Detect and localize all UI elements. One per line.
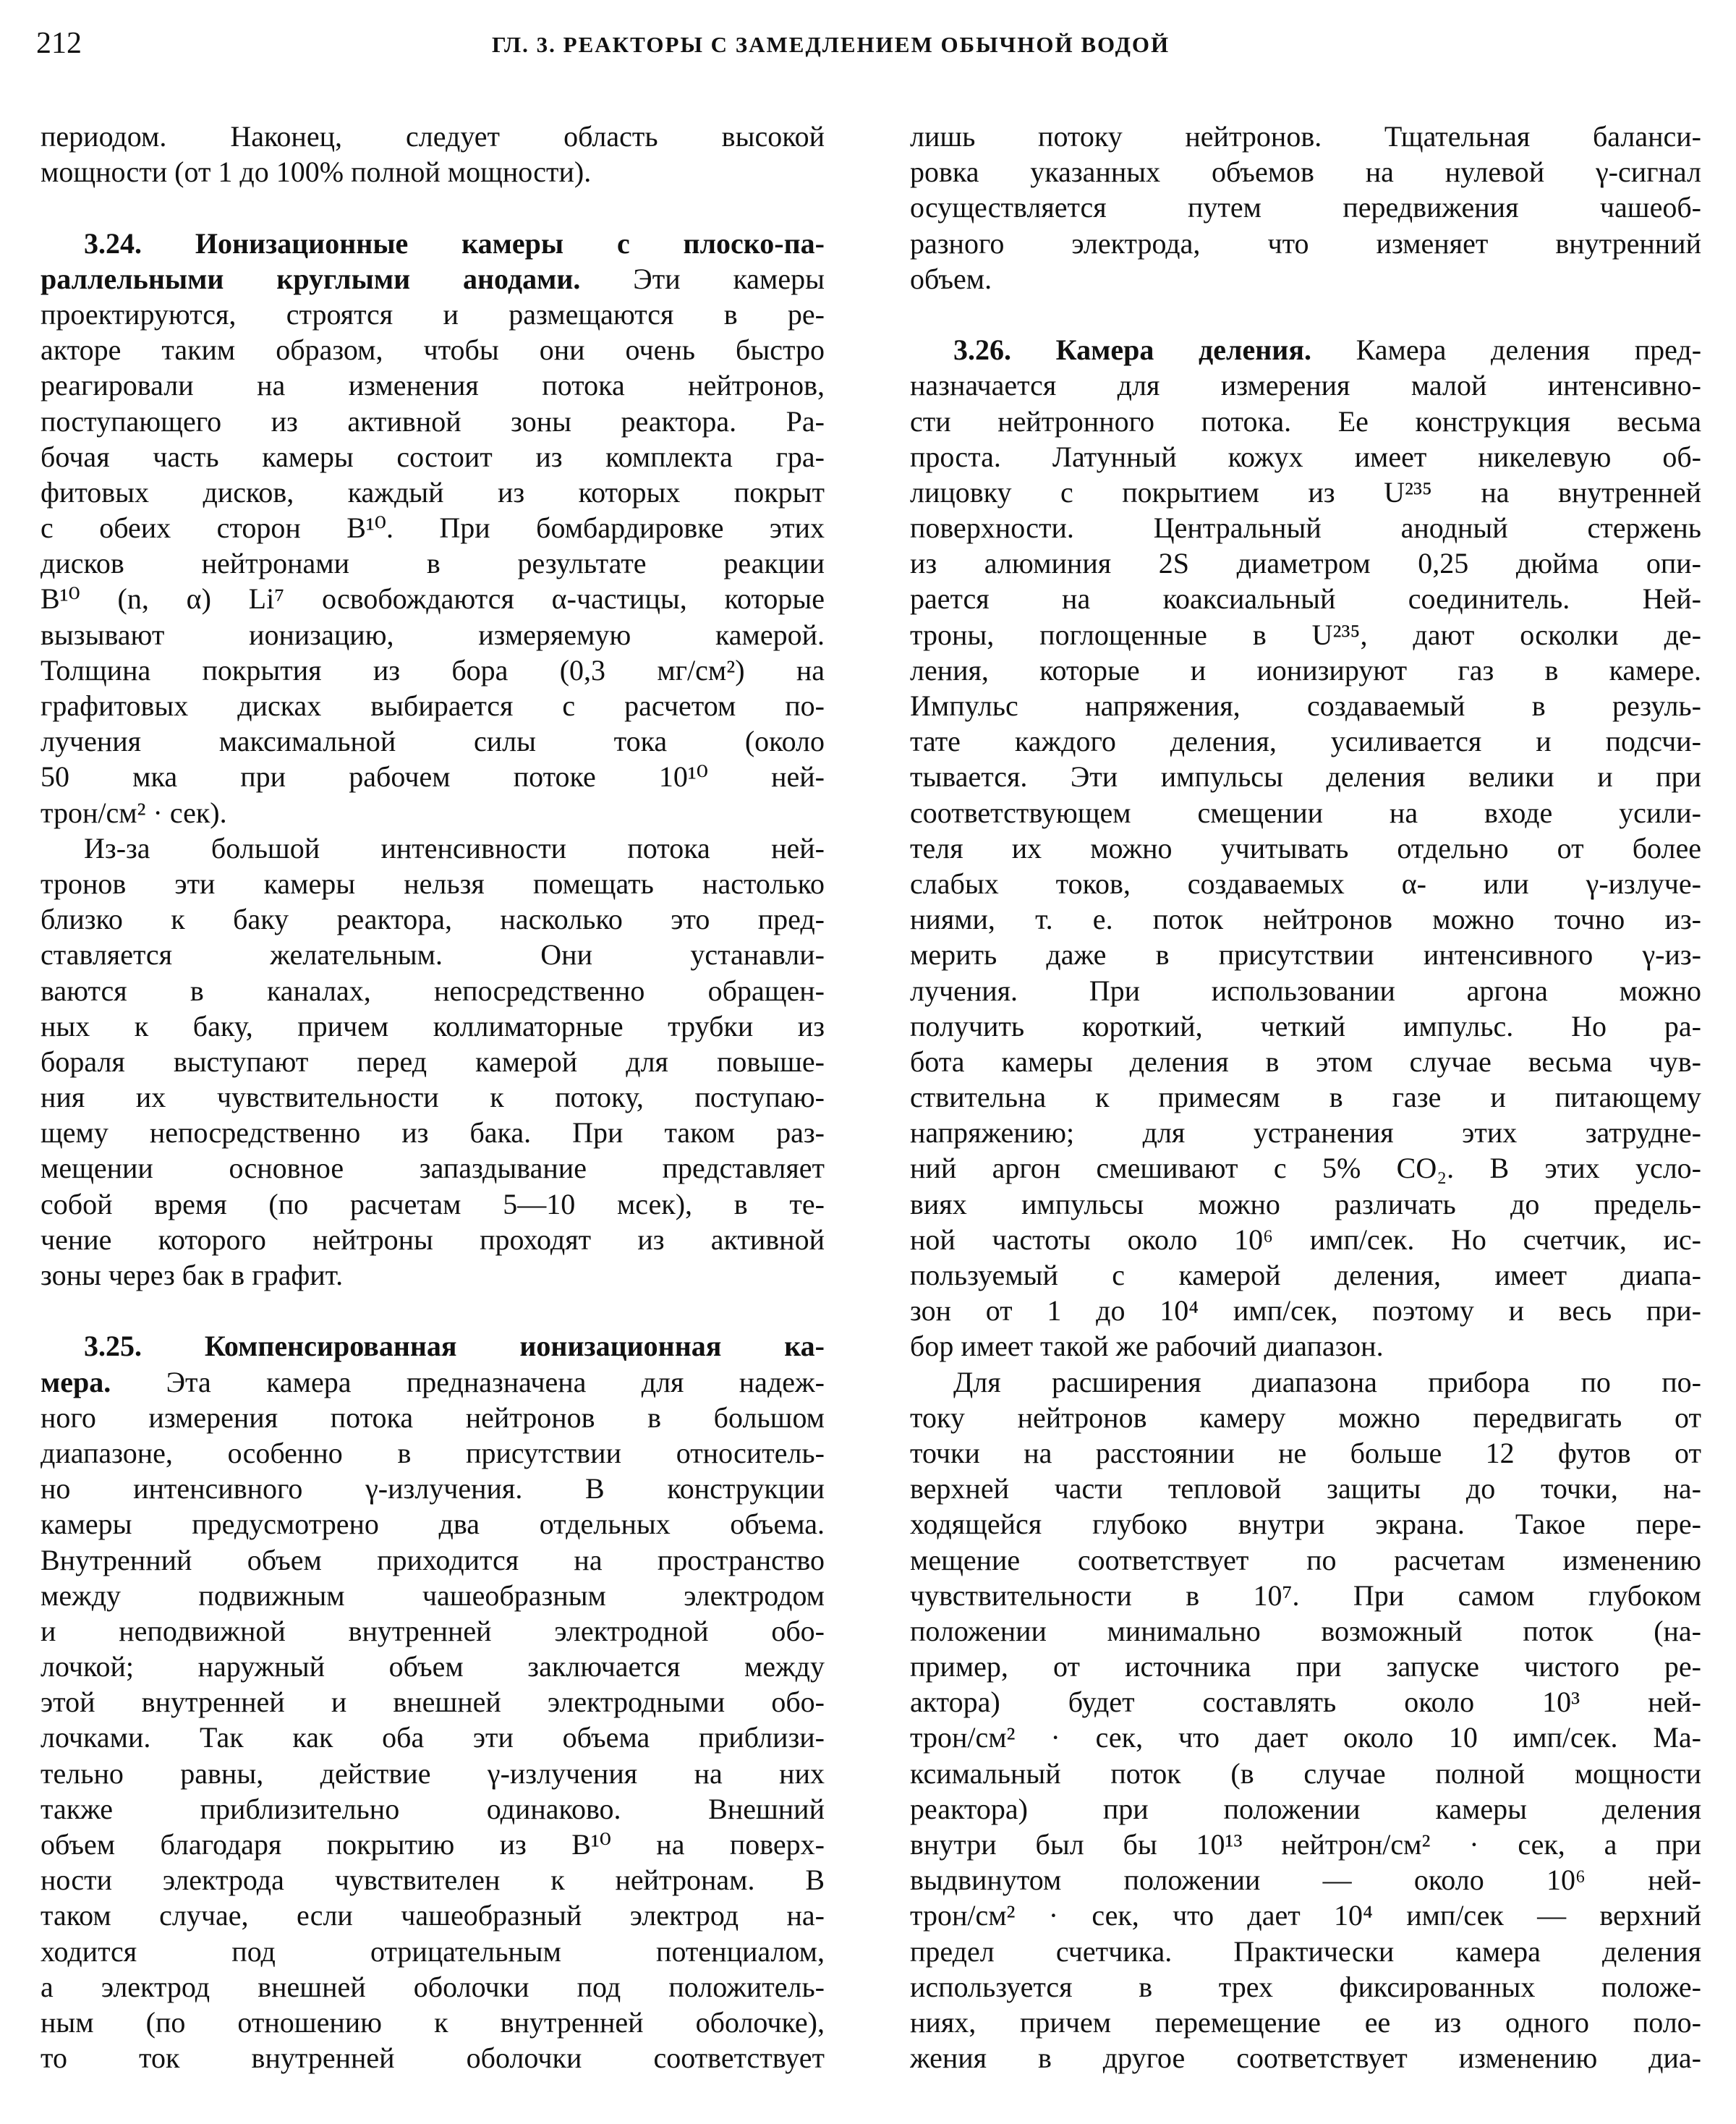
line-text: трон/см² · сек, что дает около 10 имп/сек. Ма- [910,1721,1701,1754]
text-line [910,795,1701,831]
line-text: лишь потоку нейтронов. Тщательная баланси- [910,120,1701,153]
text-line [910,1044,1701,1079]
line-text: лицовку с покрытием из U²³⁵ на внутренней [910,475,1701,509]
line-text: актора) будет составлять около 10³ ней- [910,1686,1701,1719]
section-heading: 3.26. Камера деления. [953,334,1311,367]
line-text: тывается. Эти импульсы деления велики и при [910,760,1701,794]
text-line [41,581,825,616]
text-line [910,1898,1701,1933]
line-text: а электрод внешней оболочки под положитель- [41,1970,825,2003]
line-text: то ток внутренней оболочки соответствует [41,2042,825,2075]
line-text: разного электрода, что изменяет внутренний [910,226,1701,260]
line-text: B¹⁰ (n, α) Li⁷ освобождаются α-частицы, которые [41,582,825,616]
line-text: диапазоне, особенно в присутствии относитель- [41,1436,825,1469]
line-text: ний аргон смешивают с 5% CO₂. В этих усло- [910,1152,1701,1185]
text-line [910,1257,1701,1293]
text-line [910,226,1701,261]
line-text: Внутренний объем приходится на пространство [41,1543,825,1576]
text-line [41,795,825,831]
line-text: фитовых дисков, каждый из которых покрыт [41,475,825,509]
text-line [910,545,1701,581]
line-text: ного измерения потока нейтронов в большом [41,1401,825,1434]
text-line [41,866,825,901]
line-text: внутри был бы 10¹³ нейтрон/см² · сек, а при [910,1828,1701,1861]
line-text: дисков нейтронами в результате реакции [41,547,825,580]
line-text: бораля выступают перед камерой для повыше- [41,1045,825,1078]
text-line [910,1115,1701,1150]
text-line [910,1186,1701,1222]
line-text: теля их можно учитывать отдельно от более [910,831,1701,865]
text-line [41,1008,825,1044]
running-head: ГЛ. 3. РЕАКТОРЫ С ЗАМЕДЛЕНИЕМ ОБЫЧНОЙ ВОДОЙ [492,32,1170,57]
section-heading: мера. [41,1365,111,1398]
line-text: этой внутренней и внешней электродными обо- [41,1686,825,1719]
right-column [910,119,1701,2076]
text-line [41,545,825,581]
text-line [910,1471,1701,1506]
text-line [41,2005,825,2040]
line-text: графитовых дисках выбирается с расчетом по- [41,689,825,722]
line-text: ниях, причем перемещение ее из одного поло- [910,2005,1701,2039]
text-line [910,1328,1701,1364]
line-text: мещении основное запаздывание представляет [41,1152,825,1185]
line-text: ления, которые и ионизируют газ в камере. [910,653,1701,687]
text-line [910,973,1701,1008]
text-line [41,1684,825,1720]
text-line [910,1079,1701,1115]
text-line [910,1934,1701,1969]
line-text: ровка указанных объемов на нулевой γ-сигнал [910,156,1701,189]
text-line [41,154,825,190]
line-text: лучения. При использовании аргона можно [910,974,1701,1007]
text-line [910,2005,1701,2040]
line-text: Из-за большой интенсивности потока ней- [84,831,825,865]
text-line [41,1115,825,1150]
line-text: и неподвижной внутренней электродной обо- [41,1614,825,1647]
line-text: бота камеры деления в этом случае весьма чув- [910,1045,1701,1078]
line-text: но интенсивного γ-излучения. В конструкции [41,1472,825,1505]
line-text: объем благодаря покрытию из B¹⁰ на поверх- [41,1828,825,1861]
line-text: щему непосредственно из бака. При таком раз- [41,1116,825,1150]
text-line [41,368,825,403]
line-text: троны, поглощенные в U²³⁵, дают осколки де- [910,618,1701,651]
text-line [41,973,825,1008]
text-line [41,1827,825,1862]
text-line [910,1293,1701,1328]
text-line [910,1969,1701,2005]
text-line [910,617,1701,653]
line-text: пользуемый с камерой деления, имеет диапа- [910,1259,1701,1291]
text-line [41,510,825,545]
line-text: Толщина покрытия из бора (0,3 мг/см²) на [41,653,825,687]
text-line [910,1791,1701,1827]
section-heading: 3.24. Ионизационные камеры с плоско-па- [84,226,825,260]
text-line [910,1364,1701,1400]
line-text: ниями, т. е. поток нейтронов можно точно из- [910,903,1701,936]
text-line [41,1649,825,1684]
text-line [41,1613,825,1649]
text-line [41,1756,825,1791]
line-text: сти нейтронного потока. Ее конструкция весьма [910,404,1701,438]
line-text: ствительна к примесям в газе и питающему [910,1081,1701,1114]
blank-line [41,1293,825,1328]
text-line [41,2040,825,2076]
text-line [910,653,1701,688]
section-heading-line [41,1364,825,1400]
section-heading: 3.25. Компенсированная ионизационная ка- [84,1330,825,1363]
line-text: трон/см² · сек). [41,796,227,829]
text-line [41,1222,825,1257]
text-line [910,581,1701,616]
line-text: зоны через бак в графит. [41,1259,344,1291]
line-text: собой время (по расчетам 5—10 мсек), в те- [41,1187,825,1220]
line-text: слабых токов, создаваемых α- или γ-излуче- [910,867,1701,900]
text-line [910,510,1701,545]
text-line [910,2040,1701,2076]
text-line [41,1400,825,1435]
text-line [41,1720,825,1755]
line-text: трон/см² · сек, что дает 10⁴ имп/сек — верхний [910,1899,1701,1932]
section-heading-line [41,1328,825,1364]
text-line [910,1400,1701,1435]
section-heading: раллельными круглыми анодами. [41,262,581,295]
text-line [910,937,1701,972]
line-text: 50 мка при рабочем потоке 10¹⁰ ней- [41,760,825,794]
line-text: бор имеет такой же рабочий диапазон. [910,1330,1384,1363]
text-line [41,1186,825,1222]
text-line [41,1969,825,2005]
line-text: мещение соответствует по расчетам изменению [910,1543,1701,1576]
line-text: лучения максимальной силы тока (около [41,725,825,758]
line-text: тронов эти камеры нельзя помещать настолько [41,867,825,900]
text-line [41,119,825,154]
line-text: Эта камера предназначена для надеж- [111,1365,825,1398]
line-text: лочкой; наружный объем заключается между [41,1650,825,1683]
line-text: рается на коаксиальный соединитель. Ней- [910,582,1701,616]
text-line [41,653,825,688]
line-text: получить короткий, четкий импульс. Но ра- [910,1009,1701,1042]
text-line [910,1578,1701,1613]
text-line [910,688,1701,723]
text-line [910,475,1701,510]
text-line [41,1150,825,1186]
text-line [41,1542,825,1578]
line-text: между подвижным чашеобразным электродом [41,1579,825,1612]
text-line [41,831,825,866]
text-line [41,759,825,794]
text-line [910,154,1701,190]
text-line [41,1471,825,1506]
text-line [41,688,825,723]
blank-line [41,190,825,225]
line-text: бочая часть камеры состоит из комплекта гра- [41,440,825,473]
line-text: ния их чувствительности к потоку, поступаю- [41,1081,825,1114]
section-heading-line [910,332,1701,368]
line-text: верхней части тепловой защиты до точки, на- [910,1472,1701,1505]
text-line [41,404,825,439]
page-number: 212 [36,27,82,60]
text-line [910,1435,1701,1471]
left-column [41,119,825,2076]
line-text: ным (по отношению к внутренней оболочке), [41,2005,825,2039]
text-line [910,119,1701,154]
line-text: чение которого нейтроны проходят из активной [41,1223,825,1256]
text-line [910,439,1701,475]
text-line [41,1044,825,1079]
line-text: ваются в каналах, непосредственно обращен- [41,974,825,1007]
line-text: жения в другое соответствует изменению диа- [910,2042,1701,2075]
text-line [41,1934,825,1969]
line-text: Импульс напряжения, создаваемый в резуль- [910,689,1701,722]
line-text: напряжению; для устранения этих затрудне- [910,1116,1701,1150]
text-line [910,1720,1701,1755]
line-text: ходящейся глубоко внутри экрана. Такое пере- [910,1508,1701,1541]
text-line [910,1684,1701,1720]
text-line [910,1827,1701,1862]
text-line [41,475,825,510]
text-line [910,1649,1701,1684]
text-line [41,1079,825,1115]
line-text: с обеих сторон B¹⁰. При бомбардировке этих [41,511,825,545]
text-line [41,1578,825,1613]
line-text: из алюминия 2S диаметром 0,25 дюйма опи- [910,547,1701,580]
line-text: пример, от источника при запуске чистого ре- [910,1650,1701,1683]
text-line [910,1150,1701,1186]
line-text: Эти камеры [580,262,825,295]
text-line [910,723,1701,759]
text-line [41,439,825,475]
text-line [910,190,1701,225]
line-text: тельно равны, действие γ-излучения на них [41,1756,825,1790]
line-text: проектируются, строятся и размещаются в ре- [41,297,825,331]
line-text: выдвинутом положении — около 10⁶ ней- [910,1864,1701,1897]
line-text: виях импульсы можно различать до предель- [910,1187,1701,1220]
line-text: вызывают ионизацию, измеряемую камерой. [41,618,825,651]
line-text: используется в трех фиксированных положе- [910,1970,1701,2003]
text-line [41,1791,825,1827]
line-text: чувствительности в 10⁷. При самом глубоком [910,1579,1701,1612]
section-heading-line [41,226,825,261]
line-text: камеры предусмотрено два отдельных объема. [41,1508,825,1541]
line-text: мерить даже в присутствии интенсивного γ-из- [910,938,1701,972]
line-text: мощности (от 1 до 100% полной мощности). [41,156,592,189]
line-text: проста. Латунный кожух имеет никелевую об- [910,440,1701,473]
text-line [910,1506,1701,1542]
text-line [41,332,825,368]
line-text: объем. [910,262,992,295]
text-line [41,1862,825,1898]
line-text: реагировали на изменения потока нейтронов, [41,369,825,402]
text-line [910,1542,1701,1578]
text-line [910,404,1701,439]
line-text: ности электрода чувствителен к нейтронам. В [41,1864,825,1897]
line-text: Камера деления пред- [1311,334,1701,367]
line-text: акторе таким образом, чтобы они очень быстро [41,334,825,367]
line-text: ставляется желательным. Они устанавли- [41,938,825,972]
blank-line [910,297,1701,332]
line-text: поверхности. Центральный анодный стержень [910,511,1701,545]
text-line [41,617,825,653]
line-text: точки на расстоянии не больше 12 футов от [910,1436,1701,1469]
text-line [41,901,825,937]
line-text: тате каждого деления, усиливается и подсчи- [910,725,1701,758]
line-text: положении минимально возможный поток (на- [910,1614,1701,1647]
line-text: назначается для измерения малой интенсивно- [910,369,1701,402]
text-line [910,261,1701,297]
text-line [41,723,825,759]
line-text: Для расширения диапазона прибора по по- [953,1365,1701,1398]
line-text: ходится под отрицательным потенциалом, [41,1934,825,1968]
line-text: ных к баку, причем коллиматорные трубки из [41,1009,825,1042]
line-text: предел счетчика. Практически камера деления [910,1934,1701,1968]
text-line [910,1756,1701,1791]
text-line [910,1222,1701,1257]
text-line [910,759,1701,794]
text-line [910,831,1701,866]
text-line [41,1898,825,1933]
text-line [910,368,1701,403]
line-text: также приблизительно одинаково. Внешний [41,1792,825,1825]
line-text: ной частоты около 10⁶ имп/сек. Но счетчик, ис- [910,1223,1701,1256]
line-text: лочками. Так как оба эти объема приблизи- [41,1721,825,1754]
line-text: осуществляется путем передвижения чашеоб- [910,191,1701,224]
text-line [910,1008,1701,1044]
line-text: поступающего из активной зоны реактора. Ра- [41,404,825,438]
section-heading-line [41,261,825,297]
line-text: зон от 1 до 10⁴ имп/сек, поэтому и весь при- [910,1294,1701,1328]
line-text: периодом. Наконец, следует область высокой [41,120,825,153]
line-text: ксимальный поток (в случае полной мощности [910,1756,1701,1790]
text-line [41,1257,825,1293]
line-text: реактора) при положении камеры деления [910,1792,1701,1825]
text-line [41,937,825,972]
line-text: току нейтронов камеру можно передвигать от [910,1401,1701,1434]
text-line [910,1613,1701,1649]
text-line [910,901,1701,937]
text-line [41,1435,825,1471]
line-text: близко к баку реактора, насколько это пред- [41,903,825,936]
text-line [41,297,825,332]
text-line [910,1862,1701,1898]
line-text: таком случае, если чашеобразный электрод на- [41,1899,825,1932]
text-line [910,866,1701,901]
line-text: соответствующем смещении на входе усили- [910,796,1701,829]
text-line [41,1506,825,1542]
